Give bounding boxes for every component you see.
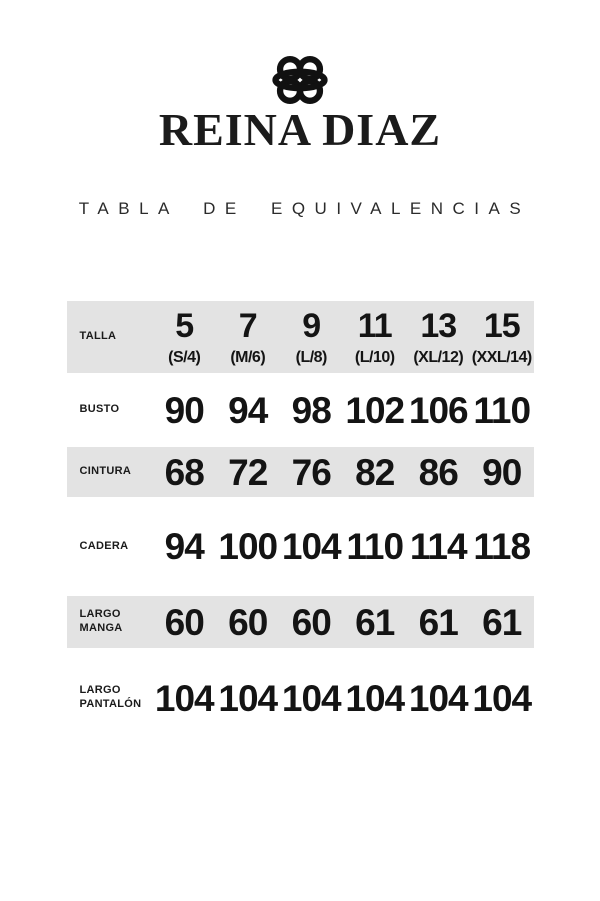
measurement-value: 104 (154, 677, 214, 719)
brand-name: REINA DIAZ (158, 104, 442, 155)
measurement-value: 118 (473, 526, 531, 567)
measurement-value: 60 (164, 601, 204, 643)
size-cell (343, 306, 407, 366)
size-equivalent: (XL/12) (413, 348, 464, 366)
size-cell (280, 306, 344, 366)
row-label: LARGO MANGA (79, 608, 123, 634)
measurement-value: 104 (408, 677, 468, 719)
size-number: 9 (302, 306, 321, 345)
size-number: 13 (420, 306, 457, 345)
measurement-value: 82 (355, 451, 395, 493)
size-number: 15 (483, 306, 520, 345)
page-title: TABLA DE EQUIVALENCIAS (78, 199, 531, 218)
measurement-value: 104 (281, 677, 341, 719)
table-row (67, 447, 534, 497)
size-equivalent: (XXL/14) (471, 348, 532, 366)
measurement-value: 104 (345, 677, 405, 719)
measurement-value: 104 (281, 526, 341, 567)
measurement-value: 98 (291, 389, 331, 431)
measurement-value: 114 (409, 526, 467, 567)
measurement-value: 90 (164, 389, 204, 431)
measurement-value: 86 (418, 451, 458, 493)
measurement-value: 94 (228, 389, 268, 431)
knot-icon (271, 55, 329, 105)
measurement-value: 110 (473, 389, 531, 431)
size-cell (407, 306, 471, 366)
size-cell (216, 306, 280, 366)
measurement-value: 104 (218, 677, 278, 719)
measurement-value: 60 (291, 601, 331, 643)
measurement-value: 104 (472, 677, 532, 719)
size-equivalent: (S/4) (168, 348, 201, 366)
measurement-value: 102 (345, 389, 405, 431)
measurement-value: 60 (228, 601, 268, 643)
table-row (67, 373, 534, 447)
row-label: LARGO PANTALÓN (79, 684, 142, 710)
measurement-value: 76 (291, 451, 331, 493)
measurement-value: 72 (228, 451, 268, 493)
size-equivalent: (M/6) (230, 348, 266, 366)
row-label: TALLA (79, 330, 117, 343)
measurement-value: 61 (482, 601, 522, 643)
row-label: CADERA (79, 539, 129, 552)
measurement-value: 68 (164, 451, 204, 493)
size-cell (153, 306, 217, 366)
measurement-value: 94 (164, 526, 204, 567)
brand-logo (0, 55, 600, 105)
table-row (67, 497, 534, 596)
size-number: 5 (175, 306, 194, 345)
table-row-sizes (67, 301, 534, 373)
measurement-value: 110 (346, 526, 404, 567)
equivalence-table (67, 301, 534, 748)
measurement-value: 106 (408, 389, 468, 431)
measurement-value: 90 (482, 451, 522, 493)
measurement-value: 61 (355, 601, 395, 643)
size-number: 11 (357, 306, 392, 345)
size-equivalent: (L/10) (354, 348, 395, 366)
size-equivalent: (L/8) (295, 348, 327, 366)
row-label: BUSTO (79, 403, 120, 416)
row-label: CINTURA (79, 465, 132, 478)
measurement-value: 100 (218, 526, 278, 567)
measurement-value: 61 (418, 601, 458, 643)
size-cell (470, 306, 534, 366)
size-number: 7 (238, 306, 257, 345)
table-row (67, 648, 534, 748)
table-row (67, 596, 534, 648)
